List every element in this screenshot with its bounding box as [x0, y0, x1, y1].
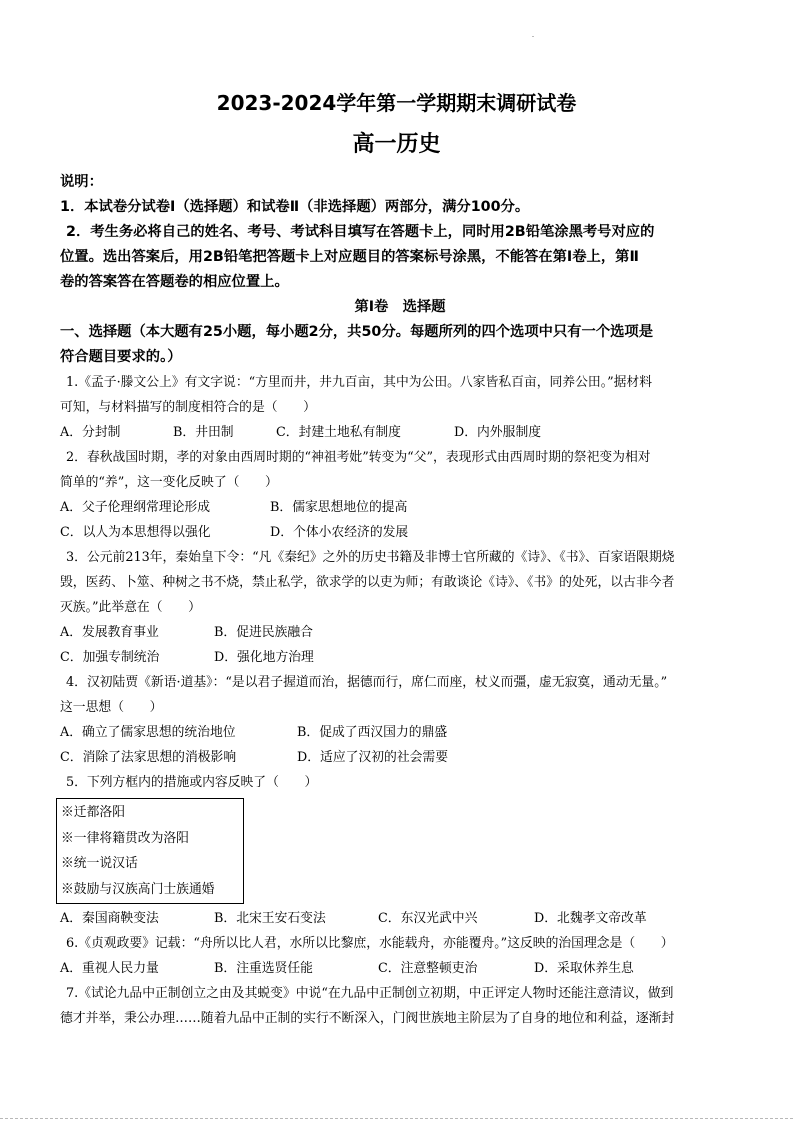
- options-row: [60, 745, 740, 770]
- options-row: [60, 645, 740, 670]
- question-4: [60, 670, 740, 770]
- measures-box: [56, 798, 244, 904]
- question-5: [60, 770, 740, 931]
- page-bottom-divider: [0, 1118, 793, 1119]
- option-a: A．父子伦理纲常理论形成: [60, 500, 211, 515]
- question-6: [60, 931, 740, 981]
- question-text: 7.《试论九品中正制创立之由及其蜕变》中说“在九品中正制创立初期，中正评定人物时还能注意清议，做到: [66, 986, 674, 1001]
- instruction-item-2-line-3: 卷的答案答在答题卷的相应位置上。: [60, 274, 289, 290]
- exam-content: [60, 170, 740, 1031]
- option-a: A．发展教育事业: [60, 625, 159, 640]
- question-3: [60, 545, 740, 670]
- section-heading-line-1: 一、选择题（本大题有25小题，每小题2分，共50分。每题所列的四个选项中只有一个选项是: [60, 324, 654, 340]
- exam-subject: 高一历史: [352, 132, 441, 157]
- options-row: [60, 495, 740, 520]
- option-c: C．注意整顿吏治: [378, 961, 478, 976]
- question-text: 德才并举，秉公办理……随着九品中正制的实行不断深入，门阀世族地主阶层为了自身的地位和利益，逐渐封: [60, 1011, 675, 1026]
- section-heading-line-2: 符合题目要求的。）: [60, 349, 182, 365]
- option-c: C．以人为本思想得以强化: [60, 525, 211, 540]
- scan-dot: [532, 36, 534, 37]
- option-d: D．强化地方治理: [214, 650, 314, 665]
- instruction-item-2-line-1: 2．考生务必将自己的姓名、考号、考试科目填写在答题卡上，同时用2B铅笔涂黑考号对应的: [66, 224, 655, 240]
- instructions-label: 说明：: [60, 174, 103, 190]
- option-b: B．促进民族融合: [214, 625, 313, 640]
- question-1: [60, 370, 740, 445]
- option-b: B．注重选贤任能: [214, 961, 313, 976]
- option-a: A．重视人民力量: [60, 961, 159, 976]
- option-d: D．适应了汉初的社会需要: [297, 750, 449, 765]
- question-text: 1.《孟子·滕文公上》有文字说：“方里而井，井九百亩，其中为公田。八家皆私百亩，同养公田。”据材料: [66, 375, 653, 390]
- options-row: [60, 620, 740, 645]
- question-text: 这一思想（ ）: [60, 700, 163, 715]
- question-text: 毁，医药、卜筮、种树之书不烧，禁止私学，欲求学的以吏为师；有敢谈论《诗》、《书》的处死，以古非今者: [60, 575, 675, 590]
- option-b: B．井田制: [173, 425, 234, 440]
- box-item: ※一律将籍贯改为洛阳: [61, 830, 189, 846]
- option-d: D．内外服制度: [454, 425, 542, 440]
- option-d: D．个体小农经济的发展: [270, 525, 409, 540]
- question-text: 3．公元前213年，秦始皇下令：“凡《秦纪》之外的历史书籍及非博士官所藏的《诗》、《书》、百家语限期烧: [66, 550, 675, 565]
- option-c: C．封建土地私有制度: [276, 425, 401, 440]
- question-text: 6.《贞观政要》记载：“舟所以比人君，水所以比黎庶，水能载舟，亦能覆舟。”这反映的治国理念是（ ）: [66, 936, 674, 951]
- option-a: A．分封制: [60, 425, 121, 440]
- question-text: 可知，与材料描写的制度相符合的是（ ）: [60, 400, 316, 415]
- question-2: [60, 445, 740, 545]
- question-text: 2．春秋战国时期，孝的对象由西周时期的“神祖考妣”转变为“父”，表现形式由西周时期的祭祀变为相对: [66, 450, 651, 465]
- option-c: C．加强专制统治: [60, 650, 160, 665]
- options-row: [60, 520, 740, 545]
- option-c: C．消除了法家思想的消极影响: [60, 750, 237, 765]
- question-7: [60, 981, 740, 1031]
- instruction-item-2-line-2: 位置。选出答案后，用2B铅笔把答题卡上对应题目的答案标号涂黑，不能答在第Ⅰ卷上，第Ⅱ: [60, 249, 639, 265]
- box-item: ※迁都洛阳: [61, 805, 125, 820]
- section-title: 第Ⅰ卷 选择题: [354, 299, 446, 315]
- options-row: [60, 420, 740, 445]
- question-text: 灭族。”此举意在（ ）: [60, 600, 201, 615]
- options-row: [60, 720, 740, 745]
- option-a: A．确立了儒家思想的统治地位: [60, 725, 236, 740]
- option-c: C．东汉光武中兴: [378, 911, 478, 926]
- question-text: 4．汉初陆贾《新语·道基》：“是以君子握道而治，据德而行，席仁而座，杖义而彊，虚无寂寞，通动无量。”: [66, 675, 668, 690]
- option-b: B．北宋王安石变法: [214, 911, 326, 926]
- option-d: D．采取休养生息: [534, 961, 634, 976]
- option-a: A．秦国商鞅变法: [60, 911, 159, 926]
- question-text: 5．下列方框内的措施或内容反映了（ ）: [66, 775, 318, 790]
- option-b: B．儒家思想地位的提高: [270, 500, 408, 515]
- options-row: [60, 956, 740, 981]
- box-item: ※鼓励与汉族高门士族通婚: [61, 881, 215, 897]
- instruction-item-1: 1．本试卷分试卷Ⅰ（选择题）和试卷Ⅱ（非选择题）两部分，满分100分。: [60, 199, 530, 215]
- options-row: [60, 906, 740, 931]
- box-item: ※统一说汉话: [61, 856, 138, 871]
- exam-title: 2023-2024学年第一学期期末调研试卷: [216, 91, 577, 115]
- question-text: 简单的“养”，这一变化反映了（ ）: [60, 475, 278, 490]
- option-b: B．促成了西汉国力的鼎盛: [297, 725, 448, 740]
- option-d: D．北魏孝文帝改革: [534, 911, 647, 926]
